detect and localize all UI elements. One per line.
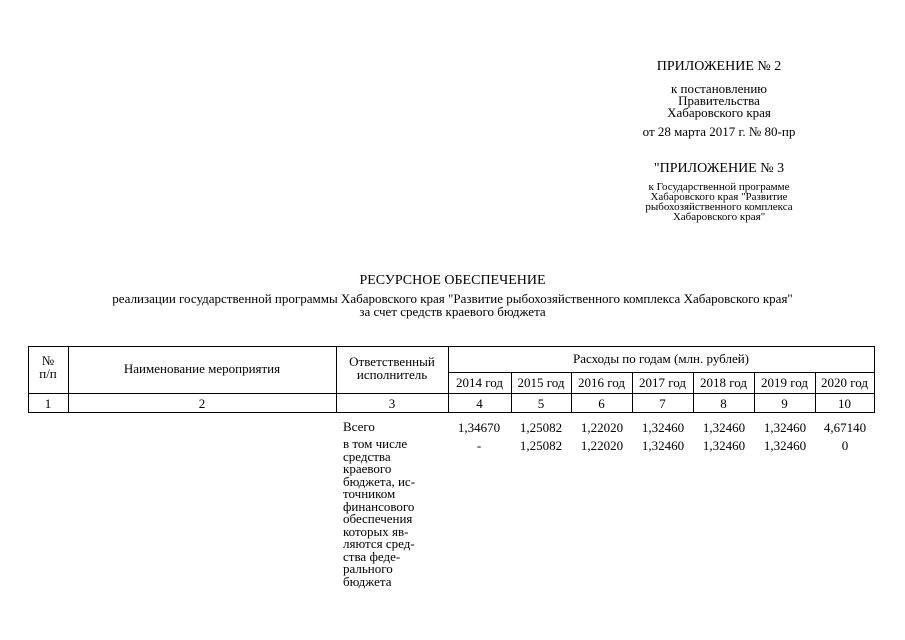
value-cell: - — [476, 438, 482, 453]
appendix-3-title: "ПРИЛОЖЕНИЕ № 3 — [653, 161, 785, 176]
document-title: РЕСУРСНОЕ ОБЕСПЕЧЕНИЕ — [359, 273, 546, 288]
document-subtitle-2: за счет средств краевого бюджета — [359, 304, 546, 319]
value-cell: 1,32460 — [763, 438, 807, 453]
column-number-1: 1 — [44, 396, 52, 411]
value-cell: 1,22020 — [580, 438, 624, 453]
header-year-2014: 2014 год — [456, 375, 503, 390]
appendix-3-line-2: Хабаровского края "Развитие — [650, 191, 788, 203]
column-number-10: 10 — [838, 396, 851, 411]
value-cell: 4,67140 — [823, 420, 867, 435]
appendix-2-line-1: к постановлению — [670, 81, 768, 96]
column-number-2: 2 — [198, 396, 206, 411]
column-number-3: 3 — [388, 396, 396, 411]
appendix-2-line-2: Правительства — [678, 93, 760, 108]
header-expenses-by-year: Расходы по годам (млн. рублей) — [572, 351, 750, 366]
value-cell: 1,32460 — [702, 438, 746, 453]
value-cell: 1,32460 — [763, 420, 807, 435]
appendix-2-line-4: от 28 марта 2017 г. № 80-пр — [642, 124, 796, 139]
header-year-2015: 2015 год — [517, 375, 565, 390]
value-cell: 1,25082 — [519, 438, 563, 453]
column-number-7: 7 — [659, 396, 666, 411]
row-label-total: Всего — [343, 419, 375, 434]
value-cell: 1,32460 — [641, 420, 685, 435]
value-cell: 1,32460 — [641, 438, 685, 453]
column-number-6: 6 — [598, 396, 605, 411]
column-number-5: 5 — [537, 396, 545, 411]
header-year-2020: 2020 год — [821, 375, 868, 390]
header-year-2018: 2018 год — [700, 375, 747, 390]
appendix-3-line-4: Хабаровского края" — [672, 211, 766, 223]
appendix-3-line-3: рыбохозяйственного комплекса — [645, 201, 793, 213]
column-number-4: 4 — [476, 396, 483, 411]
header-activity-name: Наименование мероприятия — [123, 361, 281, 376]
value-cell: 1,34670 — [457, 420, 501, 435]
header-responsible-line-2: исполнитель — [356, 367, 428, 382]
value-cell: 1,25082 — [519, 420, 563, 435]
header-year-2016: 2016 год — [578, 375, 625, 390]
header-responsible-line-1: Ответственный — [349, 354, 435, 369]
value-cell: 0 — [841, 438, 849, 453]
header-year-2017: 2017 год — [639, 375, 686, 390]
document-subtitle-1: реализации государственной программы Хабаровского края "Развитие рыбохозяйственного комплекса Хабаровского края" — [112, 291, 793, 306]
value-cell: 1,22020 — [580, 420, 624, 435]
appendix-2-title: ПРИЛОЖЕНИЕ № 2 — [656, 59, 782, 74]
header-num-line-2: п/п — [39, 366, 57, 381]
column-number-9: 9 — [781, 396, 788, 411]
header-year-2019: 2019 год — [761, 375, 808, 390]
row-label-federal-funds: в том числе средства краевого бюджета, ис- точником финансового обеспечения которых яв- ляются сред- ства феде- рального бюджета — [343, 436, 416, 589]
value-cell: 1,32460 — [702, 420, 746, 435]
appendix-2-line-3: Хабаровского края — [667, 105, 771, 120]
appendix-3-line-1: к Государственной программе — [648, 181, 790, 193]
column-number-8: 8 — [720, 396, 727, 411]
header-num-line-1: № — [41, 353, 55, 368]
